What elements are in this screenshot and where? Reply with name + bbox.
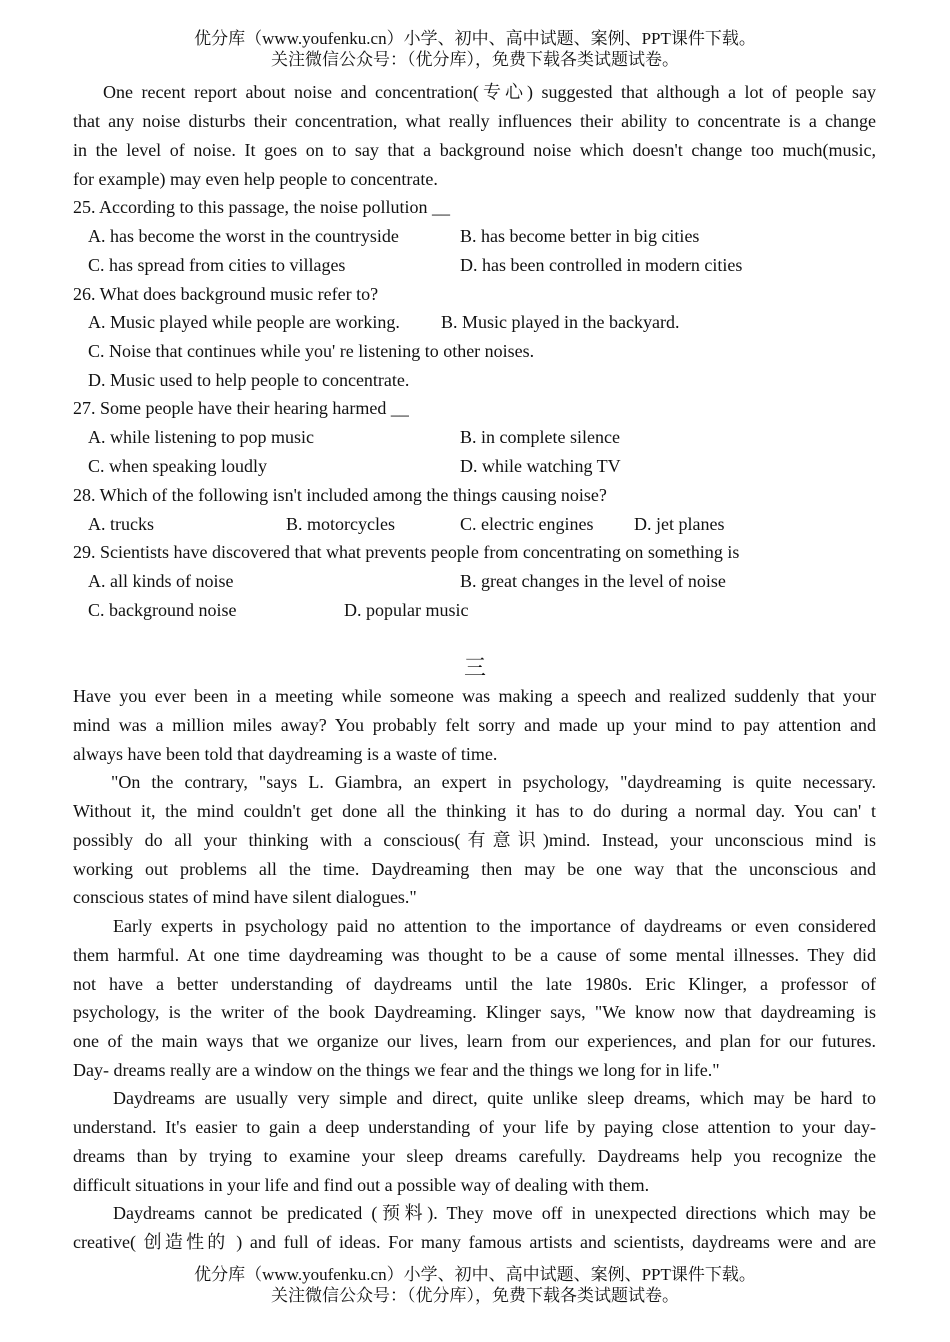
footer-line-1: 优分库（www.youfenku.cn）小学、初中、高中试题、案例、PPT课件下载。 bbox=[194, 1265, 756, 1284]
paragraph-line: Without it, the mind couldn't get done all the thinking it has to do during a normal day. You can' t bbox=[73, 801, 876, 821]
option-d: D. Music used to help people to concentrate. bbox=[88, 370, 410, 390]
paragraph-line: "On the contrary, "says L. Giambra, an expert in psychology, "daydreaming is quite necessary. bbox=[111, 772, 876, 792]
paragraph-line: conscious states of mind have silent dialogues." bbox=[73, 887, 417, 907]
paragraph-line: Daydreams are usually very simple and direct, quite unlike sleep dreams, which may be hard to bbox=[113, 1088, 876, 1108]
option-d: D. jet planes bbox=[634, 514, 725, 534]
option-d: D. popular music bbox=[344, 600, 469, 620]
option-a: A. all kinds of noise bbox=[88, 571, 234, 591]
section-heading: 三 bbox=[463, 655, 486, 680]
paragraph-line: Early experts in psychology paid no attention to the importance of daydreams or even considered bbox=[113, 916, 876, 936]
option-d: D. while watching TV bbox=[460, 456, 621, 476]
option-b: B. Music played in the backyard. bbox=[441, 312, 680, 332]
page-header-top bbox=[0, 28, 950, 70]
option-d: D. has been controlled in modern cities bbox=[460, 255, 743, 275]
paragraph-line: Day- dreams really are a window on the things we fear and the things we long for in life." bbox=[73, 1060, 720, 1080]
question-stem: 25. According to this passage, the noise pollution __ bbox=[73, 197, 450, 217]
page-footer bbox=[0, 1264, 950, 1306]
option-a: A. trucks bbox=[88, 514, 154, 534]
option-c: C. when speaking loudly bbox=[88, 456, 267, 476]
paragraph-line: always have been told that daydreaming is a waste of time. bbox=[73, 744, 498, 764]
option-b: B. has become better in big cities bbox=[460, 226, 700, 246]
paragraph-line: working out problems all the time. Daydreaming then may be one way that the unconscious and bbox=[73, 859, 876, 879]
paragraph-line: for example) may even help people to concentrate. bbox=[73, 169, 438, 189]
option-a: A. Music played while people are working. bbox=[88, 312, 400, 332]
paragraph-line: not have a better understanding of daydreams until the late 1980s. Eric Klinger, a professor of bbox=[73, 974, 876, 994]
option-b: B. great changes in the level of noise bbox=[460, 571, 726, 591]
paragraph-line: One recent report about noise and concentration(专心) suggested that although a lot of people say bbox=[103, 82, 876, 102]
question-stem: 28. Which of the following isn't included among the things causing noise? bbox=[73, 485, 607, 505]
question-stem: 26. What does background music refer to? bbox=[73, 284, 379, 304]
paragraph-line: possibly do all your thinking with a conscious(有意识)mind. Instead, your unconscious mind is bbox=[73, 830, 876, 850]
option-b: B. in complete silence bbox=[460, 427, 620, 447]
paragraph-line: creative( 创造性的 ) and full of ideas. For many famous artists and scientists, daydreams were and are bbox=[73, 1232, 876, 1252]
option-c: C. electric engines bbox=[460, 514, 594, 534]
paragraph-line: Daydreams cannot be predicated (预料). They move off in unexpected directions which may be bbox=[113, 1203, 876, 1223]
option-a: A. has become the worst in the countryside bbox=[88, 226, 399, 246]
paragraph-line: that any noise disturbs their concentration, what really influences their ability to concentrate is a change bbox=[73, 111, 876, 131]
paragraph-line: psychology, is the writer of the book Daydreaming. Klinger says, "We know now that daydreaming is bbox=[73, 1002, 876, 1022]
paragraph-line: in the level of noise. It goes on to say that a background noise which doesn't change too much(music, bbox=[73, 140, 876, 160]
option-b: B. motorcycles bbox=[286, 514, 395, 534]
paragraph-line: one of the main ways that we organize our lives, learn from our experiences, and plan for our futures. bbox=[73, 1031, 876, 1051]
option-c: C. background noise bbox=[88, 600, 237, 620]
paragraph-line: understand. It's easier to gain a deep understanding of your life by paying close attention to your day- bbox=[73, 1117, 876, 1137]
option-c: C. Noise that continues while you' re listening to other noises. bbox=[88, 341, 535, 361]
question-stem: 27. Some people have their hearing harmed __ bbox=[73, 398, 409, 418]
footer-line-2: 关注微信公众号：（优分库），免费下载各类试题试卷。 bbox=[271, 1286, 679, 1305]
paragraph-line: difficult situations in your life and find out a possible way of dealing with them. bbox=[73, 1175, 650, 1195]
question-stem: 29. Scientists have discovered that what prevents people from concentrating on something is bbox=[73, 542, 740, 562]
paragraph-line: dreams than by trying to examine your sleep dreams carefully. Daydreams help you recognize the bbox=[73, 1146, 876, 1166]
paragraph-line: them harmful. At one time daydreaming was thought to be a cause of some mental illnesses. They did bbox=[73, 945, 876, 965]
paragraph-line: Have you ever been in a meeting while someone was making a speech and realized suddenly that your bbox=[73, 686, 876, 706]
header-line-2: 关注微信公众号：（优分库），免费下载各类试题试卷。 bbox=[271, 50, 679, 69]
header-line-1: 优分库（www.youfenku.cn）小学、初中、高中试题、案例、PPT课件下载。 bbox=[194, 29, 756, 48]
paragraph-line: mind was a million miles away? You probably felt sorry and made up your mind to pay attention and bbox=[73, 715, 876, 735]
option-a: A. while listening to pop music bbox=[88, 427, 314, 447]
option-c: C. has spread from cities to villages bbox=[88, 255, 346, 275]
